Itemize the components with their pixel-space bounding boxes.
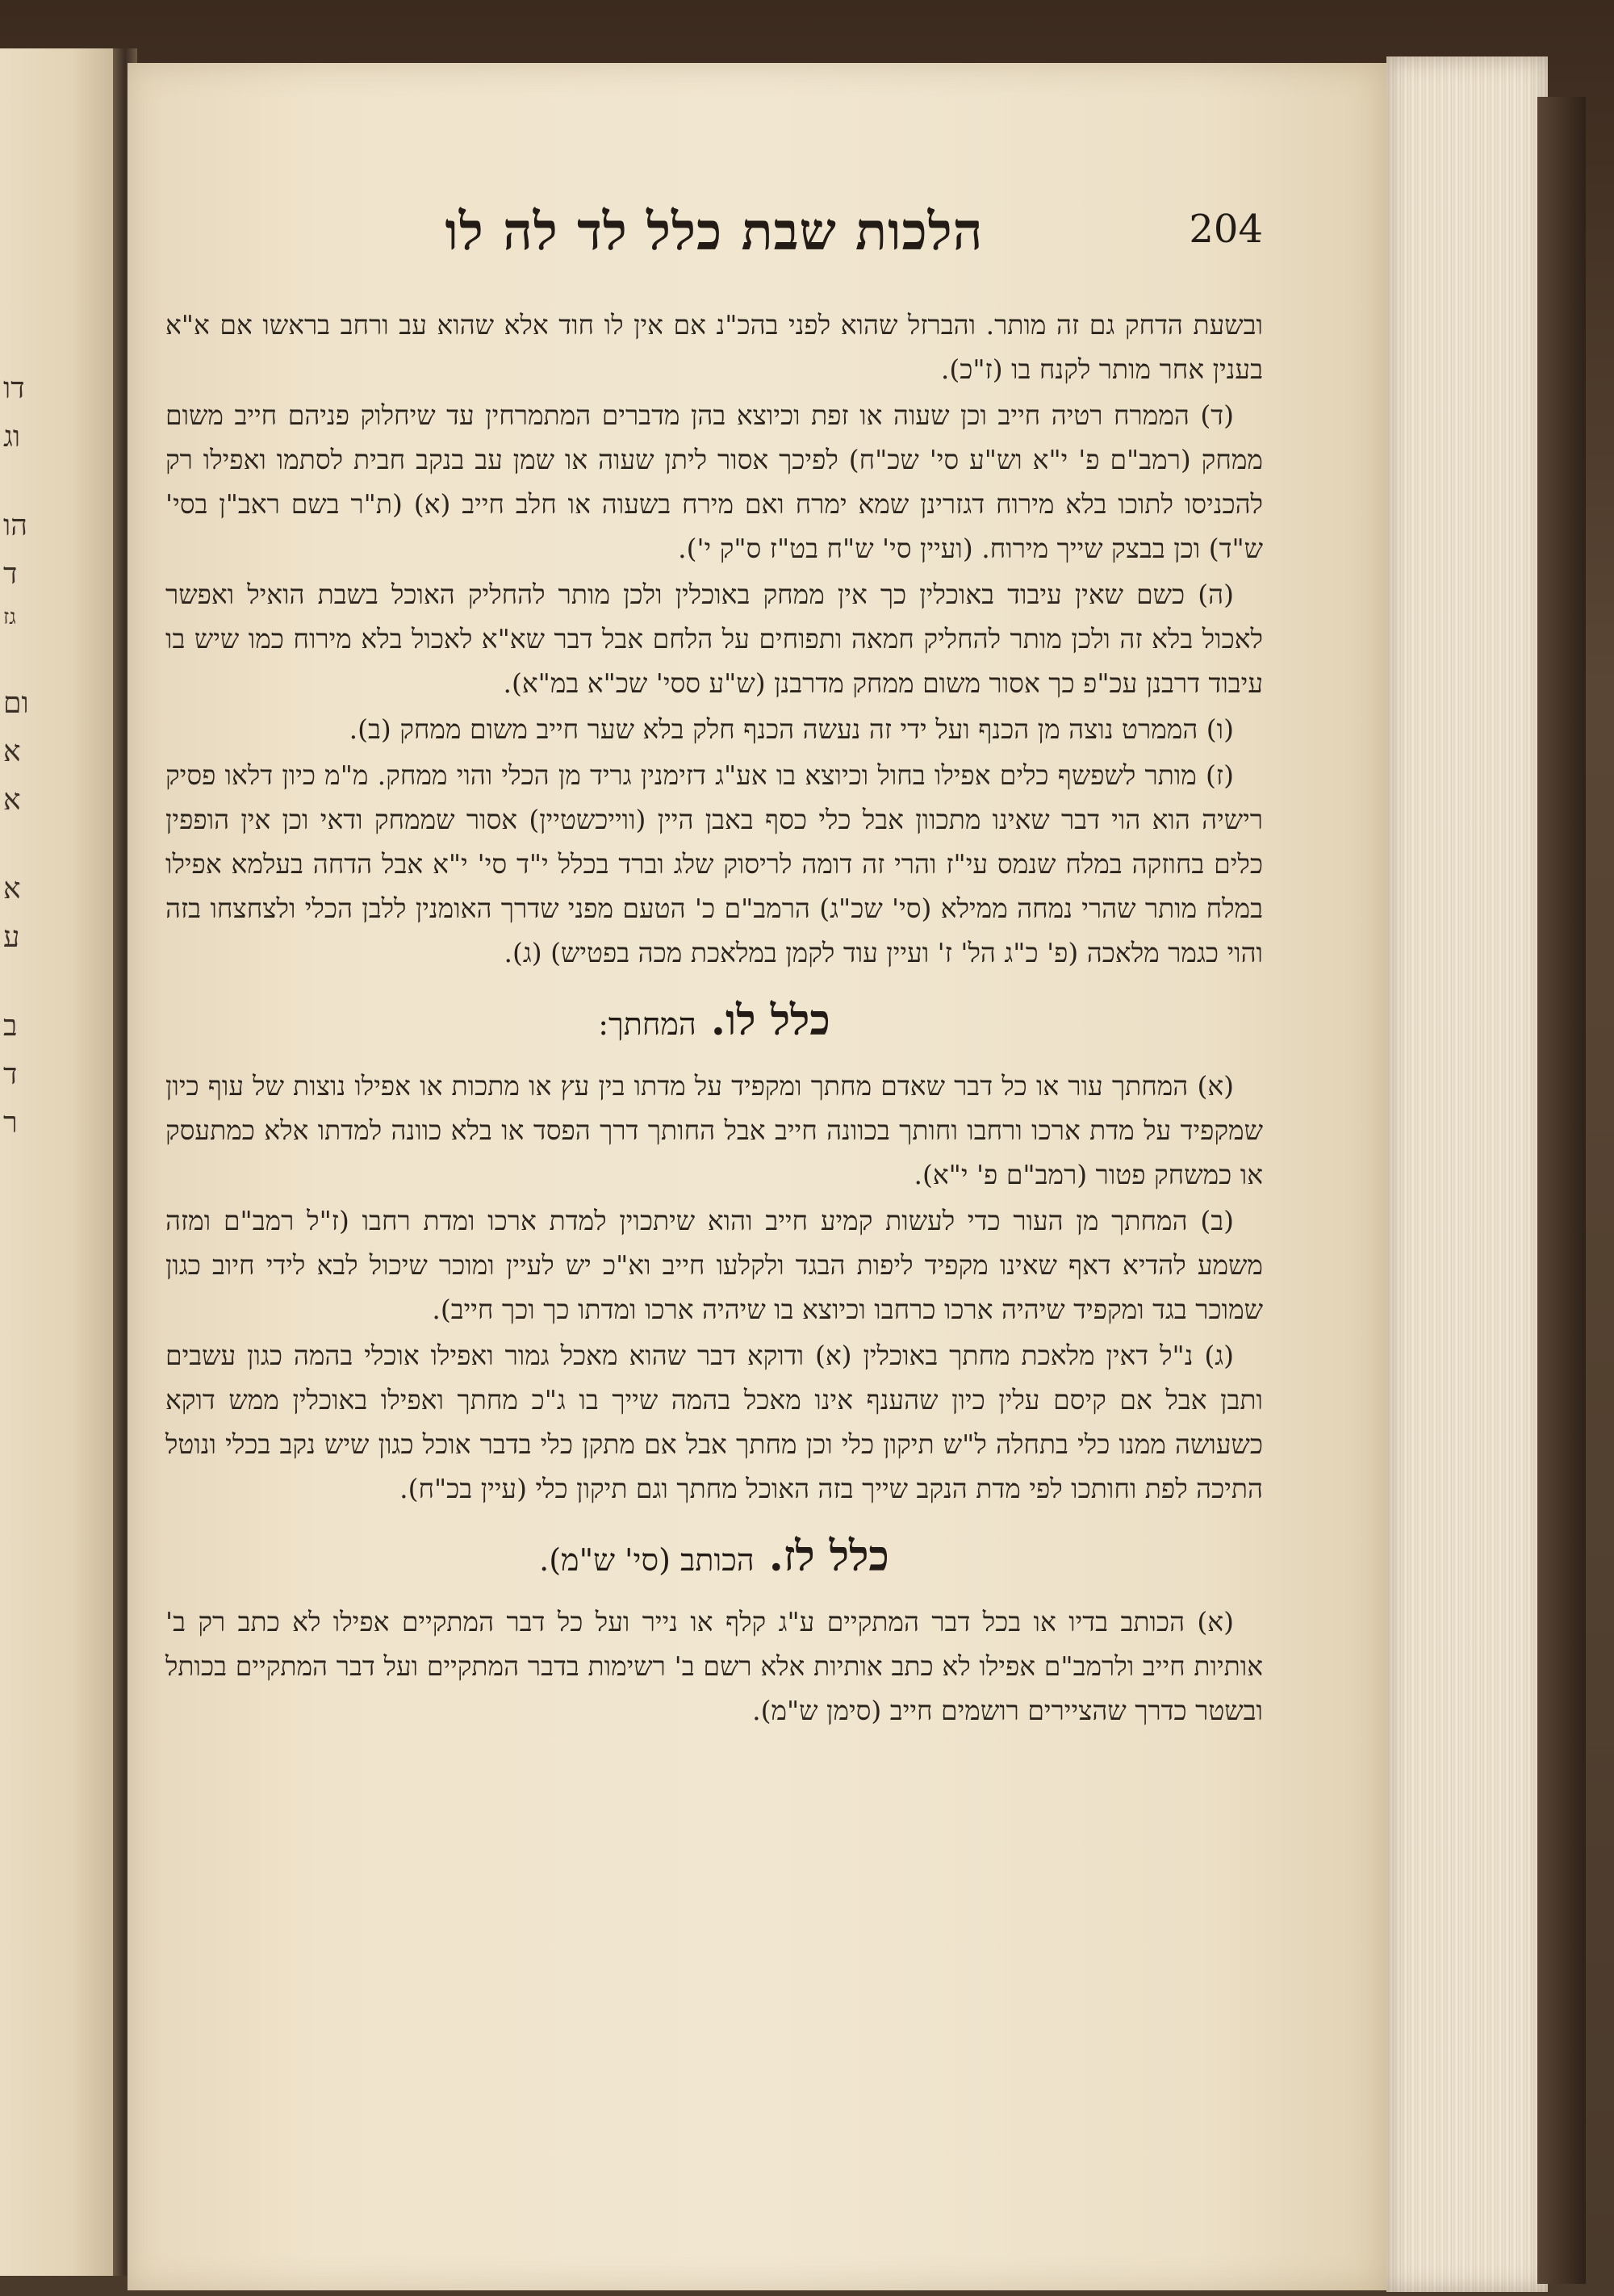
left-fragment: ום — [3, 687, 29, 720]
left-fragment: ד — [3, 1058, 18, 1091]
left-fragment: ב — [3, 1010, 18, 1043]
paragraph: (א) המחתך עור או כל דבר שאדם מחתך ומקפיד על מדתו בין עץ או מתכות או אפילו נוצות של עוף כיון שמקפיד על מדת ארכו ורחבו וחותך בכוונה חייב אבל החותך דרך הפסד או בלא כוונה למדתו אלא כמתעסק או כמשחק פטור (רמב"ם פ' י"א). — [165, 1070, 1263, 1190]
section-heading-subtitle: הכותב (סי' ש"מ). — [539, 1542, 755, 1578]
left-fragment: ע — [3, 921, 20, 954]
left-fragment: גז — [3, 605, 16, 629]
left-fragment: א — [3, 784, 21, 817]
paragraph: (ב) המחתך מן העור כדי לעשות קמיע חייב והוא שיתכוין למדת ארכו ומדת רחבו (ז"ל רמב"ם ומזה משמע להדיא דאף שאינו מקפיד ליפות הבגד ולקלעו חייב וא"כ יש לעיין ומוכר שיכול לבא לידי חיוב כגון שמוכר בגד ומקפיד שיהיה ארכו כרחבו וכיוצא בו שיהיה ארכו ומדתו כך וכך חייב). — [165, 1205, 1263, 1325]
left-page-fragments — [0, 48, 48, 2276]
section-heading — [165, 993, 1263, 1052]
paragraph: (א) הכותב בדיו או בכל דבר המתקיים ע"ג קלף או נייר ועל כל דבר המתקיים אפילו לא כתב רק ב' אותיות חייב ולרמב"ם אפילו לא כתב אותיות אלא רשם ב' רשימות בדבר המתקיים ועל דבר המתקיים בכותל ובשטר כדרך שהציירים רושמים חייב (סימן ש"מ). — [165, 1606, 1263, 1726]
left-fragment: ר — [3, 1106, 18, 1140]
left-fragment: ד — [3, 558, 18, 591]
section-heading-subtitle: המחתך: — [598, 1006, 696, 1042]
left-page — [0, 48, 121, 2276]
cover-edge — [1537, 97, 1586, 2284]
paragraph: (ד) הממרח רטיה חייב וכן שעוה או זפת וכיוצא בהן מדברים המתמרחין עד שיחלוק פניהם חייב משום ממחק (רמב"ם פ' י"א וש"ע סי' שכ"ח) לפיכך אסור ליתן שעוה או שמן עב בנקב חבית לסתמו ואפילו רק להכניסו לתוכו בלא מירוח דגזרינן שמא ימרח ואם מירח בשעוה או חלב חייב (א) (ת"ר בשם ראב"ן בסי' ש"ד) וכן בבצק שייך מירוח. (ועיין סי' ש"ח בט"ז ס"ק י'). — [165, 399, 1263, 564]
left-fragment: א — [3, 872, 21, 905]
section-continuation — [165, 303, 1263, 975]
paragraph: (ג) נ"ל דאין מלאכת מחתך באוכלין (א) ודוקא דבר שהוא מאכל גמור ואפילו אוכלי בהמה כגון עשבים ותבן אבל אם קיסם עלין כיון שהענף אינו מאכל בהמה שייך בו ג"כ מחתך ואפילו באוכלין ממש דוקא כשעושה ממנו כלי בתחלה ל"ש תיקון כלי וכן מחתך אבל אם מתקן כלי בדבר אוכל כגון שיש נקב בכלי ונוטל התיכה לפת וחותכו לפי מדת הנקב שייך בזה האוכל מחתך וגם תיקון כלי (עיין בכ"ח). — [165, 1340, 1263, 1504]
running-title: הלכות שבת כלל לד לה לו — [445, 202, 984, 262]
left-fragment: דו — [3, 372, 25, 405]
section-heading — [165, 1529, 1263, 1588]
paragraph: (ו) הממרט נוצה מן הכנף ועל ידי זה נעשה הכנף חלק בלא שער חייב משום ממחק (ב). — [349, 713, 1234, 745]
left-fragment: וג — [3, 420, 21, 454]
paragraph: (ז) מותר לשפשף כלים אפילו בחול וכיוצא בו אע"ג דזימנין גריד מן הכלי והוי ממחק. מ"מ כיון דלאו פסיק רישיה הוא הוי דבר שאינו מתכוון אבל כלי כסף באבן היין (ווייכשטיין) אסור שממחק ודאי וכן אין הופפין כלים בחוזקה במלח שנמס עי"ז והרי זה דומה לריסוק שלג וברד בכלל י"ד סי' י"א אבל הדחה בעלמא אפילו במלח מותר שהרי נמחה ממילא (סי' שכ"ג) הרמב"ם כ' הטעם מפני שדרך האומנין ללבן הכלי ולצחצחו בזה והוי כגמר מלאכה (פ' כ"ג הל' ז' ועיין עוד לקמן במלאכת מכה בפטיש) (ג). — [165, 759, 1263, 968]
section-heading-title: כלל לו. — [710, 996, 830, 1045]
section-heading-title: כלל לז. — [768, 1532, 889, 1581]
section-klal-36 — [165, 993, 1263, 1511]
page-body — [165, 303, 1263, 1734]
section-klal-37 — [165, 1529, 1263, 1733]
page-header — [165, 202, 1263, 274]
left-fragment: הו — [3, 509, 27, 542]
left-fragment: א — [3, 735, 21, 768]
page-number: 204 — [1189, 207, 1263, 252]
page-edges — [1386, 56, 1548, 2292]
paragraph: (ה) כשם שאין עיבוד באוכלין כך אין ממחק באוכלין ולכן מותר להחליק האוכל בשבת הואיל ואפשר לאכול בלא זה ולכן מותר להחליק חמאה ותפוחים על הלחם אבל דבר שא"א לאכול בלא מירוח כמו שיש בו עיבוד דרבנן עכ"פ כך אסור משום ממחק מדרבנן (ש"ע ססי' שכ"א במ"א). — [165, 579, 1263, 699]
paragraph: ובשעת הדחק גם זה מותר. והברזל שהוא לפני בהכ"נ אם אין לו חוד אלא שהוא עב ורחב בראשו אם א"א בענין אחר מותר לקנח בו (ז"כ). — [165, 309, 1263, 385]
